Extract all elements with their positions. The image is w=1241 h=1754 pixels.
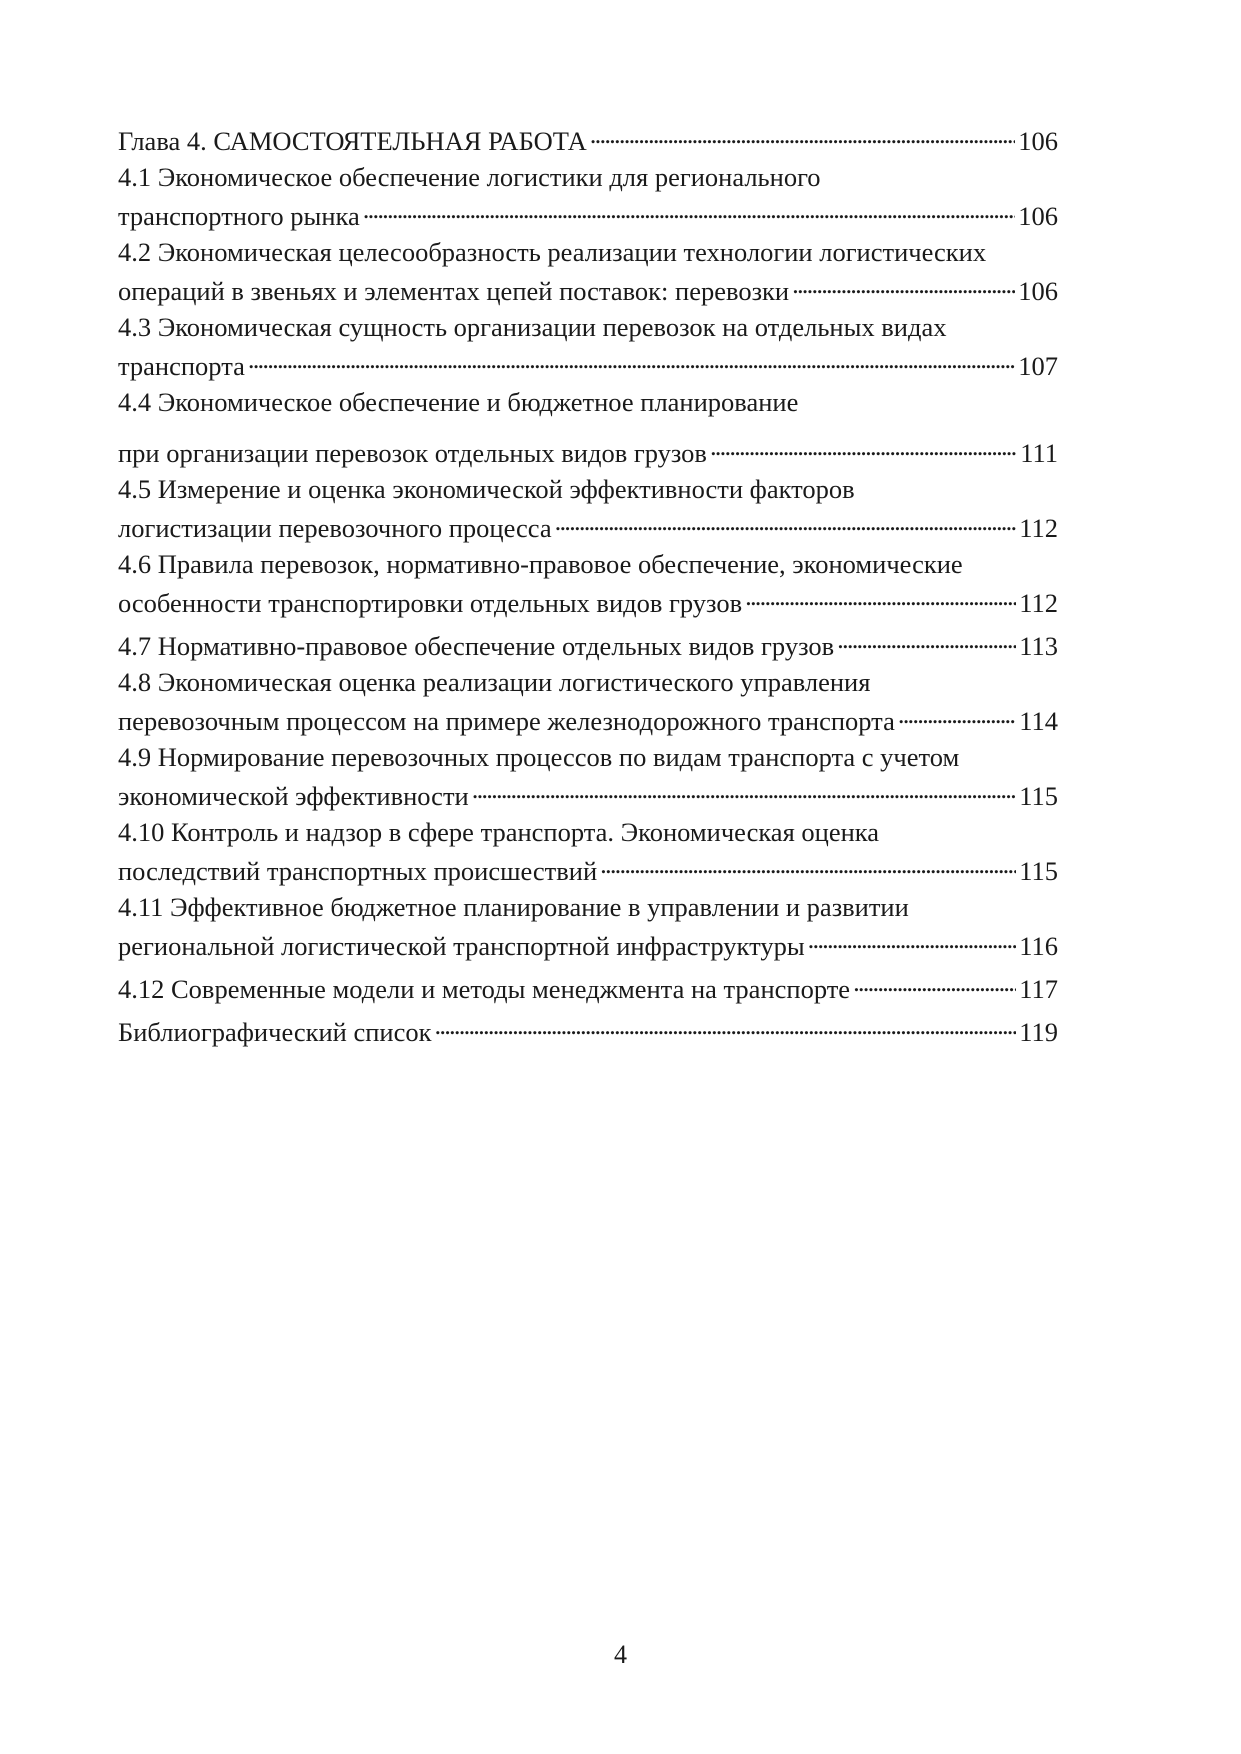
toc-line <box>118 193 1058 231</box>
toc-page-number: 117 <box>1019 974 1058 1004</box>
toc-entry <box>118 891 1058 961</box>
toc-entry-title-line: 4.4 Экономическое обеспечение и бюджетное планирование <box>118 387 799 417</box>
dot-leader <box>363 193 1015 225</box>
toc-entry <box>118 741 1058 811</box>
toc-entry-title: при организации перевозок отдельных видов грузов <box>118 438 707 468</box>
dot-leader <box>248 343 1015 375</box>
dot-leader <box>898 698 1016 730</box>
toc-line <box>118 580 1058 618</box>
toc-line <box>118 966 1058 1004</box>
toc-page-number: 116 <box>1019 931 1058 961</box>
toc-entry-title: Библиографический список <box>118 1017 432 1047</box>
toc-entry <box>118 236 1058 306</box>
toc-entry-title-line: 4.3 Экономическая сущность организации перевозок на отдельных видах <box>118 312 947 342</box>
toc-page-number: 112 <box>1019 588 1058 618</box>
toc-line <box>118 430 1058 468</box>
dot-leader <box>853 966 1016 998</box>
toc-page-number: 115 <box>1019 781 1058 811</box>
toc-entry <box>118 966 1058 1004</box>
toc-entry-title: транспорта <box>118 351 245 381</box>
toc-page-number: 119 <box>1019 1017 1058 1047</box>
toc-entry-title: экономической эффективности <box>118 781 469 811</box>
toc-page-number: 114 <box>1019 706 1058 736</box>
toc-entry-title: Глава 4. САМОСТОЯТЕЛЬНАЯ РАБОТА <box>118 126 587 156</box>
toc-page-number: 112 <box>1019 513 1058 543</box>
toc-entry <box>118 311 1058 381</box>
toc-page-number: 106 <box>1018 201 1058 231</box>
toc-entry <box>118 118 1058 156</box>
toc-line <box>118 343 1058 381</box>
toc-entry-title: транспортного рынка <box>118 201 360 231</box>
dot-leader <box>590 118 1015 150</box>
dot-leader <box>555 505 1017 537</box>
toc-entry <box>118 666 1058 736</box>
page-number-footer: 4 <box>614 1640 627 1669</box>
toc-entry-title-line: 4.10 Контроль и надзор в сфере транспорта. Экономическая оценка <box>118 817 879 847</box>
toc-entry-title-line: 4.1 Экономическое обеспечение логистики для регионального <box>118 162 821 192</box>
table-of-contents <box>118 118 1058 1052</box>
dot-leader <box>710 430 1017 462</box>
dot-leader <box>435 1009 1017 1041</box>
toc-entry <box>118 1009 1058 1047</box>
dot-leader <box>808 923 1017 955</box>
toc-entry-title: логистизации перевозочного процесса <box>118 513 552 543</box>
toc-line <box>118 118 1058 156</box>
toc-entry-title-line: 4.5 Измерение и оценка экономической эффективности факторов <box>118 474 855 504</box>
toc-page-number: 113 <box>1019 631 1058 661</box>
toc-entry-title-line: 4.8 Экономическая оценка реализации логистического управления <box>118 667 871 697</box>
toc-entry-title: 4.12 Современные модели и методы менеджмента на транспорте <box>118 974 851 1004</box>
toc-page-number: 111 <box>1020 438 1058 468</box>
toc-entry-title: 4.7 Нормативно-правовое обеспечение отдельных видов грузов <box>118 631 835 661</box>
toc-line <box>118 698 1058 736</box>
toc-entry-title: перевозочным процессом на примере железнодорожного транспорта <box>118 706 895 736</box>
toc-line <box>118 268 1058 306</box>
toc-entry <box>118 816 1058 886</box>
dot-leader <box>745 580 1016 612</box>
toc-entry <box>118 473 1058 543</box>
toc-entry <box>118 623 1058 661</box>
dot-leader <box>600 848 1016 880</box>
toc-entry-title-line: 4.11 Эффективное бюджетное планирование в управлении и развитии <box>118 892 909 922</box>
toc-page-number: 106 <box>1018 126 1058 156</box>
toc-line <box>118 1009 1058 1047</box>
toc-line <box>118 505 1058 543</box>
toc-entry-title: региональной логистической транспортной инфраструктуры <box>118 931 805 961</box>
toc-page-number: 106 <box>1018 276 1058 306</box>
toc-entry-title: особенности транспортировки отдельных видов грузов <box>118 588 743 618</box>
toc-line <box>118 923 1058 961</box>
toc-entry <box>118 386 1058 468</box>
toc-entry-title: последствий транспортных происшествий <box>118 856 598 886</box>
dot-leader <box>837 623 1016 655</box>
toc-entry-title-line: 4.9 Нормирование перевозочных процессов по видам транспорта с учетом <box>118 742 960 772</box>
toc-entry-title-line: 4.6 Правила перевозок, нормативно-правовое обеспечение, экономические <box>118 549 963 579</box>
toc-line <box>118 623 1058 661</box>
toc-entry <box>118 161 1058 231</box>
dot-leader <box>472 773 1017 805</box>
toc-page-number: 115 <box>1019 856 1058 886</box>
toc-line <box>118 773 1058 811</box>
toc-entry-title: операций в звеньях и элементах цепей поставок: перевозки <box>118 276 790 306</box>
toc-entry-title-line: 4.2 Экономическая целесообразность реализации технологии логистических <box>118 237 987 267</box>
dot-leader <box>792 268 1015 300</box>
toc-page-number: 107 <box>1018 351 1058 381</box>
toc-entry <box>118 548 1058 618</box>
toc-line <box>118 848 1058 886</box>
